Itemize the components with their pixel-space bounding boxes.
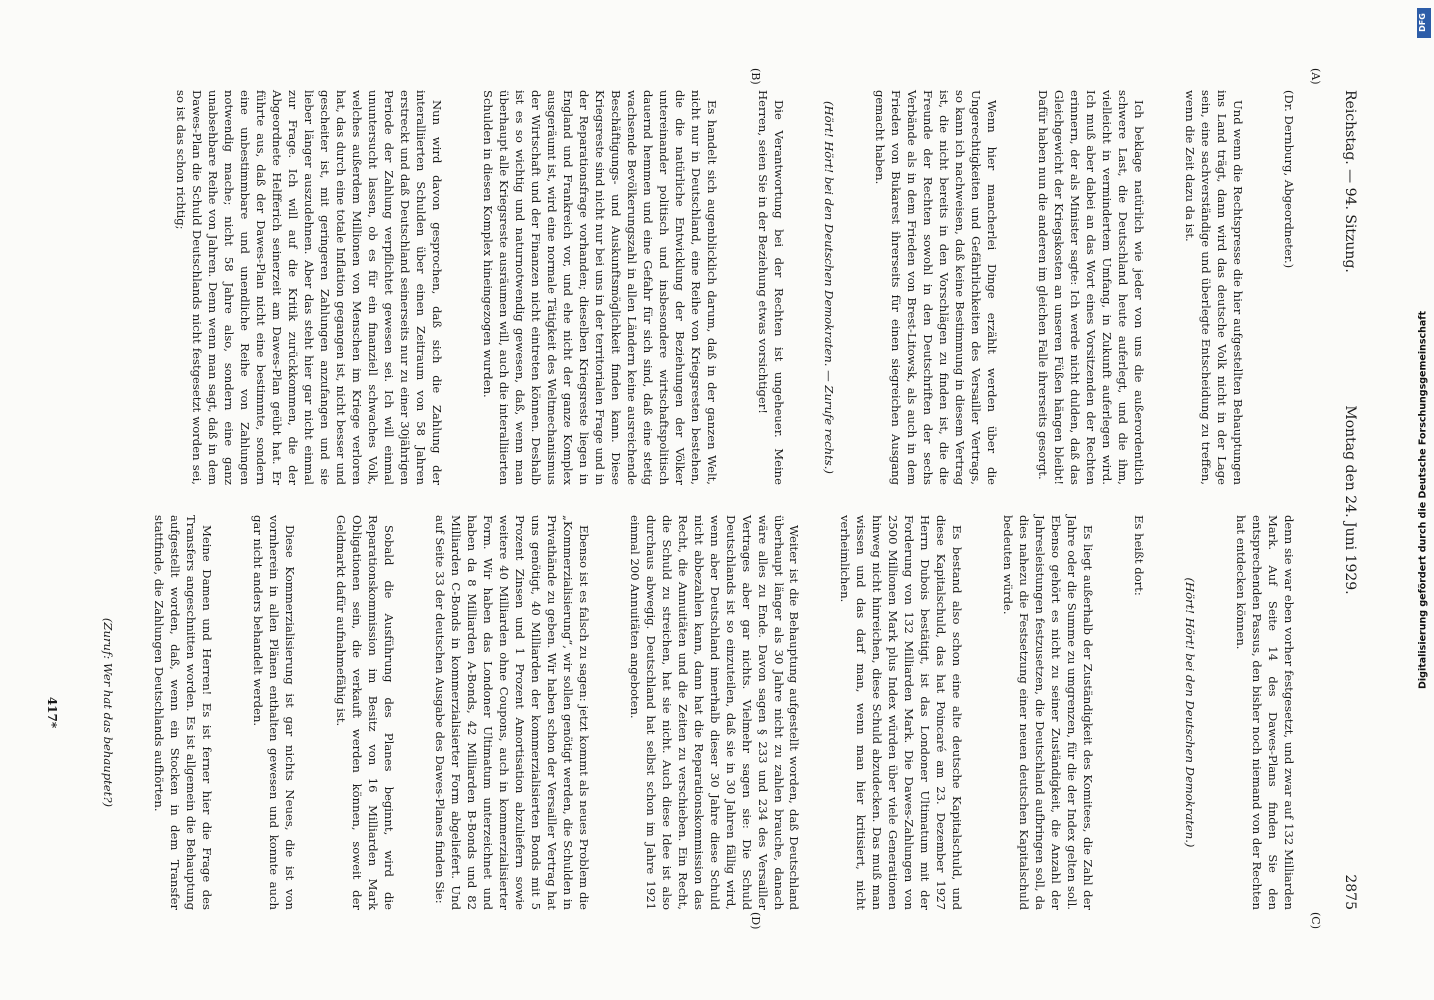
speaker-line: (Dr. Dernburg, Abgeordneter.) (1282, 90, 1297, 269)
page-number: 2875 (1342, 874, 1358, 910)
dfg-logo (1417, 8, 1431, 38)
dfg-logo-text: DFG (1417, 13, 1427, 32)
paragraph: Es heißt dort: (1132, 515, 1147, 596)
quotation: Es liegt außerhalb der Zuständigkeit des Komitees, die Zahl der Jahre oder die Summe zu umgrenzen, für die der Index gelten soll. Ebenso gehört es nicht zu seiner Zuständigkeit, die Anzahl der Jahresleistungen festzusetzen, die Deutschland aufbringen soll, da dies nahezu die Festsetzung einer neuen deutschen Kapitalschuld bedeuten würde. (1001, 515, 1096, 914)
paragraph: Diese Kommerzialisierung ist gar nichts Neues, die ist von vornherein in allen Plänen enthalten gewesen und konnte auch gar nicht anders behandelt werden. (251, 515, 297, 914)
paragraph: Weiter ist die Behauptung aufgestellt worden, daß Deutschland überhaupt länger als 30 Jahre nicht zu zahlen brauche, danach wäre alles zu Ende. Davon sagen § 233 und 234 des Versailler Vertrages aber gar nichts. Vielmehr sagen sie: Die Schuld Deutschlands ist so einzuteilen, daß sie in 30 Jahren fällig wird, wenn aber Deutschland innerhalb dieser 30 Jahre diese Schuld nicht abbezahlen kann, dann hat die Reparationskommission das Recht, die Annuitäten und die Zeiten zu verschieben. Ein Recht, die Schuld zu streichen, hat sie nicht. Auch diese Idee ist also durchaus abwegig. Deutschland hat selbst schon im Jahre 1921 einmal 200 Annuitäten angeboten. (627, 515, 802, 914)
credit-text: Digitalisierung gefördert durch die Deutsche Forschungsgemeinschaft (1417, 311, 1429, 689)
margin-mark-d: (D) (749, 912, 762, 930)
margin-mark-c: (C) (1309, 912, 1322, 929)
margin-mark-a: (A) (1309, 68, 1322, 85)
paragraph: Nun wird davon gesprochen, daß sich die Zahlung der interalliierten Schulden über einen Zeitraum von 58 Jahren erstreckt und daß Deutschland seinerseits nur zu einer 30jährigen Periode der Zahlung verpflichtet gewesen sei. Ich will einmal ununtersucht lassen, ob es für ein finanziell schwaches Volk, welches außerdem Millionen von Menschen im Kriege verloren hat, das durch eine totale Inflation gegangen ist, nicht besser und gescheiter ist, mit geringeren Zahlungen anzufangen und sie lieber länger auszudehnen. Aber das steht hier gar nicht einmal zur Frage. Ich will auf die Kritik zurückkommen, die der Abgeordnete Helfferich seinerzeit am Dawes-Plan geübt hat. Er führte aus, daß der Dawes-Plan nicht eine bestimmte, sondern eine unbestimmbare und unendliche Reihe von Zahlungen notwendig mache; nicht 58 Jahre also, sondern eine ganz unabsehbare Reihe von Jahren. Denn wenn man sagt, daß in dem Dawes-Plan die Schuld Deutschlands nicht festgesetzt worden sei, so ist das schon richtig; (174, 90, 444, 489)
paragraph: Es handelt sich augenblicklich darum, daß in der ganzen Welt, nicht nur in Deutschland, eine Reihe von Kriegsresten bestehen, die die natürliche Entwicklung der Beziehungen der Völker untereinander politisch und insbesondere wirtschaftspolitisch dauernd hemmen und eine Gefahr für sich sind, daß eine stetig wachsende Bevölkerungszahl in allen Ländern keine ausreichende Beschäftigungs- und Auskunftsmöglichkeit finden kann. Diese Kriegsreste sind nicht nur bei uns in der territorialen Frage und in der Reparationsfrage vorhanden; dieselben Kriegsreste liegen in England und Frankreich vor, und ehe nicht der ganze Komplex ausgeräumt ist, wird eine normale Tätigkeit des Weltmechanismus der Wirtschaft und der Finanzen nicht eintreten können. Deshalb ist es so wichtig und naturnotwendig gewesen, daß, wenn man überhaupt alle Kriegsreste ausräumen will, auch die interalliierten Schulden in diesen Komplex hineingezogen wurden. (480, 90, 719, 489)
right-text-column (12, 515, 1328, 914)
paragraph: Ebenso ist es falsch zu sagen: jetzt kommt als neues Problem die „Kommerzialisierung“, wir sollen genötigt werden, die Schulden in Privathände zu geben. Wir haben schon der Versailler Vertrag hat uns genötigt, 40 Milliarden der kommerzialisierten Bonds mit 5 Prozent Zinsen und 1 Prozent Amortisation abzuliefern sowie weitere 40 Milliarden ohne Coupons, auch in kommerzialisierter Form. Wir haben das Londoner Ultimatum unterzeichnet und haben da 8 Milliarden A-Bonds, 42 Milliarden B-Bonds und 82 Milliarden C-Bonds in kommerzialisierter Form abgeliefert. Und auf Seite 33 der deutschen Ausgabe des Dawes-Planes finden Sie: (432, 515, 591, 914)
page-header (1338, 90, 1362, 910)
paragraph: Es bestand also schon eine alte deutsche Kapitalschuld, und diese Kapitalschuld, das hat Poincaré am 23. Dezember 1927 Herrn Dubois bestätigt, ist das Londoner Ultimatum mit der Forderung von 132 Milliarden Mark. Die Dawes-Zahlungen von 2500 Millionen Mark plus Index würden über viele Generationen hinweg nicht hinreichen, diese Schuld abzudecken. Das muß man wissen und das darf man, wenn man hier kritisiert, nicht verheimlichen. (838, 515, 965, 914)
signature-mark: 417* (45, 696, 60, 729)
quotation: Sobald die Ausführung des Planes beginnt, wird die Reparationskommission im Besitz von 16 Milliarden Mark Obligationen sein, die verkauft werden können, soweit der Geldmarkt dafür aufnahmefähig ist. (333, 515, 396, 914)
header-left: Reichstag. — 94. Sitzung. (1342, 90, 1358, 273)
interjection: (Zuruf: Wer hat das behauptet?) (101, 617, 116, 808)
margin-mark-b: (B) (749, 68, 762, 85)
interjection: (Hört! Hört! bei den Deutschen Demokraten.) (1183, 577, 1198, 848)
paragraph: Und wenn die Rechtspresse die hier aufgestellten Behauptungen ins Land trägt, dann wird das deutsche Volk nicht in der Lage sein, eine sachverständige und überlegte Entscheidung zu treffen, wenn die Zeit dazu da ist. (1183, 90, 1246, 489)
interjection: (Hört! Hört! bei den Deutschen Demokraten. — Zurufe rechts.) (822, 101, 837, 474)
paragraph: Wenn hier mancherlei Dinge erzählt werden über die Ungerechtigkeiten und Gefährlichkeiten des Versailler Vertrags, so kann ich nachweisen, daß keine Bestimmung in diesem Vertrag ist, die nicht bereits in den Vorschlägen zu finden ist, die die Freunde der Rechten sowohl in den Deutschriften der sechs Verbände als in dem Frieden von Brest-Litowsk, als auch in dem Frieden von Bukarest ihrerseits für einen siegreichen Ausgang gemacht haben. (873, 90, 1000, 489)
rotated-document-page (45, 60, 1372, 940)
paragraph: denn sie war eben vorher festgesetzt, und zwar auf 132 Milliarden Mark. Auf Seite 14 des Dawes-Plans finden Sie den entsprechenden Passus, den bisher noch niemand von der Rechten hat entdecken können. (1234, 515, 1297, 914)
paragraph: Meine Damen und Herren! Es ist ferner hier die Frage des Transfers angeschnitten worden. Es ist allgemein die Behauptung aufgestellt worden, daß, wenn ein Stocken in dem Transfer stattfinde, die Zahlungen Deutschlands aufhörten. (152, 515, 215, 914)
header-date: Montag den 24. Juni 1929. (1342, 405, 1358, 595)
left-text-column (137, 90, 1328, 489)
paragraph: Ich beklage natürlich wie jeder von uns die außerordentlich schwere Last, die Deutschland heute auferlegt, und die ihm, vielleicht in vermindertem Umfang, in Zukunft auferlegen wird. Ich muß aber dabei an das Wort eines Vorsitzenden der Rechten erinnern, der als Minister sagte: Ich werde nicht dulden, daß das Gleichgewicht der Kriegskosten an unseren Füßen hängen bleibt! Dafür haben nun die anderen im gleichen Falle ihrerseits gesorgt. (1036, 90, 1147, 489)
digitization-credit (1414, 10, 1432, 990)
paragraph: Die Verantwortung bei der Rechten ist ungeheuer. Meine Herren, seien Sie in der Beziehung etwas vorsichtiger! (755, 90, 786, 489)
